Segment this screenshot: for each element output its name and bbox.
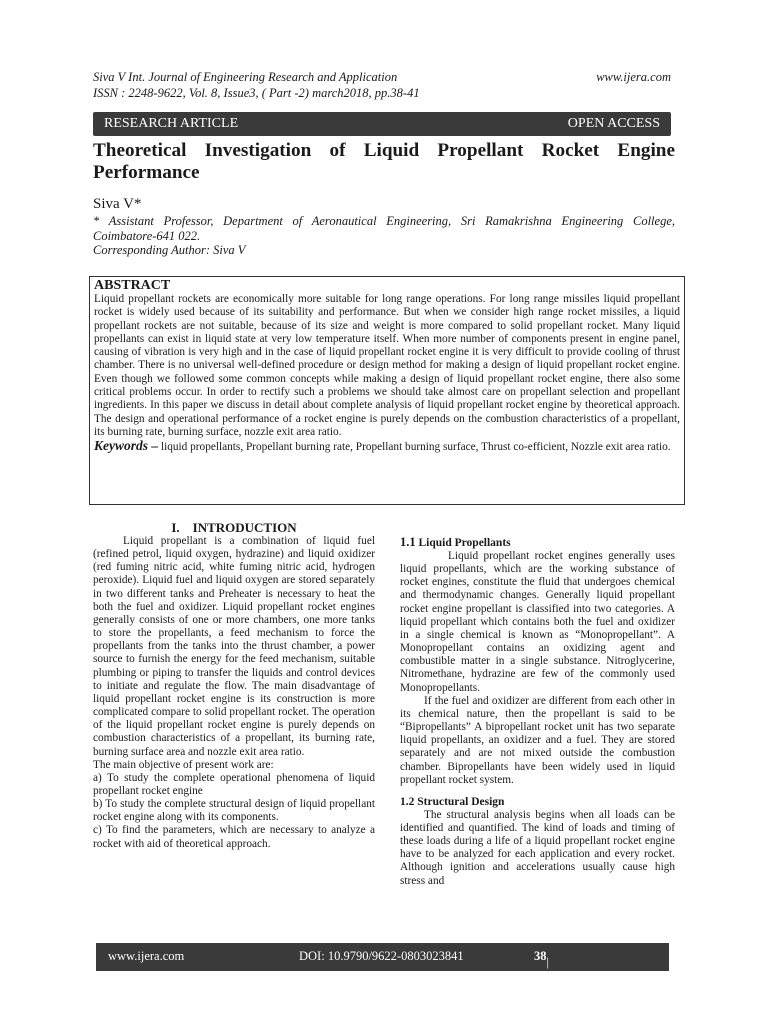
- abstract-heading: ABSTRACT: [94, 278, 171, 293]
- liquid-propellants-paragraph: Liquid propellant rocket engines generally uses liquid propellants, which are the working substance of rocket engines, constitute the fluid that undergoes chemical and thermodynamic changes. Generally liquid propellant rocket engine propellant is classified into two categories. A liquid propellant which contains both the fuel and oxidizer in a single chemical is known as “Monopropellant”. A Monopropellant contains an oxidizing agent and combustible matter in a single substance. Nitroglycerine, Nitromethane, hydrazine are few of the commonly used Monopropellants.: [400, 550, 675, 694]
- section-spacer: [400, 787, 675, 795]
- footer-website-link[interactable]: www.ijera.com: [108, 949, 185, 963]
- open-access-label: OPEN ACCESS: [567, 116, 660, 131]
- corresponding-author: Corresponding Author: Siva V: [93, 243, 246, 257]
- structural-design-paragraph: The structural analysis begins when all loads can be identified and quantified. The kind of loads and timing of these loads during a life of a liquid propellant rocket engine have to be analyzed for each application and every rocket. Although ignition and accelerations usually cause high stress and: [400, 808, 675, 887]
- article-type-banner: [93, 112, 671, 136]
- affiliation-text: * Assistant Professor, Department of Aeronautical Engineering, Sri Ramakrishna Engineering College, Coimbatore-641 022.: [93, 214, 675, 243]
- journal-header: [93, 69, 513, 101]
- author-name: Siva V*: [93, 196, 142, 212]
- section-1-2-heading: 1.2 Structural Design: [400, 795, 505, 808]
- footer-doi: DOI: 10.9790/9622-0803023841: [299, 949, 464, 963]
- journal-citation: Siva V Int. Journal of Engineering Research and Application: [93, 70, 398, 84]
- journal-issn: ISSN : 2248-9622, Vol. 8, Issue3, ( Part -2) march2018, pp.38-41: [93, 86, 420, 100]
- page-footer: [96, 943, 669, 1029]
- bipropellants-paragraph: If the fuel and oxidizer are different from each other in its chemical nature, then the propellant is said to be “Bipropellants” A bipropellant rocket unit has two separate liquid propellants, an oxidizer and a fuel. They are stored separately and are not mixed outside the combustion chamber. Bipropellants have been widely used in liquid propellant rocket system.: [400, 694, 675, 786]
- objective-c: c) To find the parameters, which are necessary to analyze a rocket with aid of theoretical approach.: [93, 824, 375, 850]
- abstract-box: [89, 276, 685, 505]
- section-1-1-number: 1.1: [400, 535, 416, 549]
- objective-a: a) To study the complete operational phenomena of liquid propellant rocket engine: [93, 771, 375, 797]
- section-1-1-title: Liquid Propellants: [415, 537, 511, 549]
- author-affiliation: [93, 214, 675, 258]
- footer-page-number: [534, 949, 553, 1029]
- intro-paragraph: Liquid propellant is a combination of liquid fuel (refined petrol, liquid oxygen, hydrazine) and liquid oxidizer (red fuming nitric acid, white fuming nitric acid, hydrogen peroxide). Liquid fuel and liquid oxygen are stored separately in two different tanks and Preheater is necessary to heat the both the fuel and oxidizer. Liquid propellant rocket engines generally consists of one or more chambers, one more tanks to store the propellants, a feed mechanism to force the propellants from the tanks into the thrust chamber, a power source to furnish the energy for the feed mechanism, suitable plumbing or piping to transfer the liquids and control devices to initiate and regulate the flow. The main disadvantage of liquid propellant rocket engine is its construction is more complicated compare to solid propellant rocket. The operation of the liquid propellant rocket engine is purely depends on combustion characteristics of a propellant, its burning rate, burning surface area and nozzle exit area ratio.: [93, 535, 375, 758]
- objectives-intro: The main objective of present work are:: [93, 758, 274, 771]
- keywords-label: Keywords –: [94, 438, 159, 454]
- journal-website-link[interactable]: www.ijera.com: [596, 70, 671, 84]
- abstract-text: Liquid propellant rockets are economically more suitable for long range operations. For long range missiles liquid propellant rocket is widely used because of its suitability and performance. But when we consider high range rocket missiles, a liquid propellant rockets are not suitable, because of its size and weight is more compared to solid propellant rocket. Many liquid propellants can exist in liquid state at very low temperature itself. When more number of components present in engine panel, causing of vibration is very high and in the case of liquid propellant rocket engine it is very difficult to provide cooling of thrust chamber. There is no universal well-defined procedure or design method for making a design of liquid propellant rocket engine. Even though we followed some common concepts while making a design of liquid propellant rocket engine, there also some critical problems occur. In order to rectify such a problems we should take almost care on propellant selection and propellant ingredients. In this paper we discuss in detail about complete analysis of liquid propellant rocket engine by theoretical approach. The design and operational performance of a rocket engine is purely depends on the combustion characteristics of a propellant, its burning rate, burning surface, nozzle exit area ratio.: [94, 293, 680, 438]
- paper-title: Theoretical Investigation of Liquid Propellant Rocket Engine Performance: [93, 140, 675, 183]
- page-label: | P a g e: [546, 955, 553, 1029]
- keywords-list: liquid propellants, Propellant burning rate, Propellant burning surface, Thrust co-efficient, Nozzle exit area ratio.: [158, 441, 671, 454]
- section-1-1-heading: [400, 535, 675, 550]
- objective-b: b) To study the complete structural design of liquid propellant rocket engine along with its components.: [93, 798, 375, 824]
- left-column: [93, 520, 375, 851]
- research-article-label: RESEARCH ARTICLE: [104, 116, 239, 131]
- right-column: [400, 535, 675, 888]
- page-number: 38: [534, 949, 547, 963]
- keywords: [94, 439, 680, 454]
- introduction-heading: I. INTRODUCTION: [171, 520, 297, 535]
